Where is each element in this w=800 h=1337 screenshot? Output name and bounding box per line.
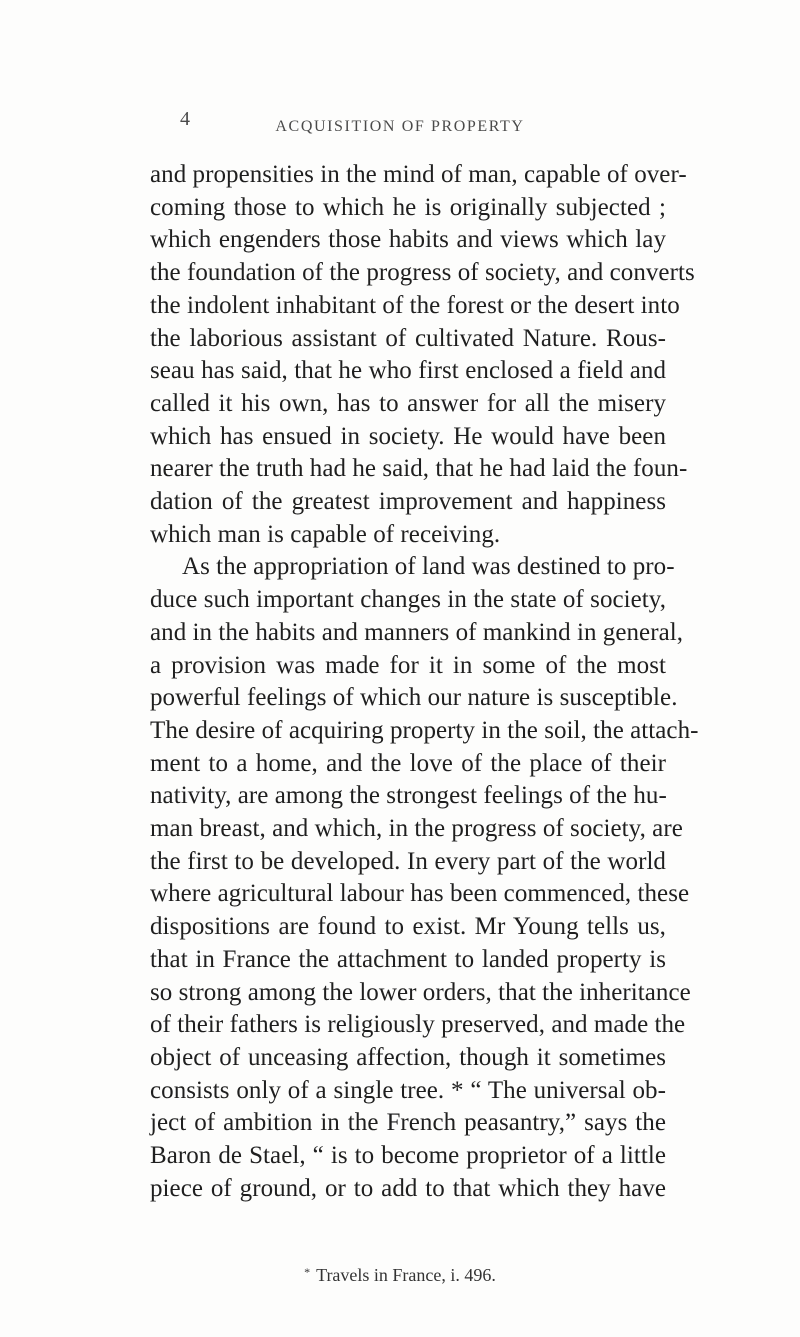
page-header — [0, 108, 800, 138]
paragraph-end-line: which man is capable of receiving. — [150, 520, 501, 548]
text-line: the indolent inhabitant of the forest or the desert into — [150, 291, 680, 319]
text-line: ment to a home, and the love of the place of their — [150, 749, 666, 777]
text-line: powerful feelings of which our nature is susceptible. — [150, 684, 678, 712]
text-line: consists only of a single tree. * “ The universal ob- — [150, 1076, 666, 1104]
paragraph-start-line: As the appropriation of land was destined to pro- — [182, 553, 675, 581]
text-line: ject of ambition in the French peasantry,” says the — [150, 1109, 666, 1137]
text-line: dation of the greatest improvement and happiness — [150, 488, 666, 516]
text-line: piece of ground, or to add to that which they have — [150, 1174, 666, 1202]
text-line: the laborious assistant of cultivated Nature. Rous- — [150, 324, 666, 352]
text-line: so strong among the lower orders, that the inheritance — [150, 978, 691, 1006]
footnote-text: Travels in France, i. 496. — [316, 1265, 496, 1285]
text-line: nativity, are among the strongest feelings of the hu- — [150, 782, 667, 810]
running-head: ACQUISITION OF PROPERTY — [275, 118, 525, 135]
text-line: Baron de Stael, “ is to become proprietor of a little — [150, 1142, 666, 1170]
page-number: 4 — [180, 108, 190, 130]
footnote — [0, 1265, 800, 1286]
text-line: of their fathers is religiously preserved, and made the — [150, 1011, 686, 1039]
text-line: a provision was made for it in some of the most — [150, 651, 666, 679]
text-line: coming those to which he is originally subjected ; — [150, 193, 666, 221]
text-line: where agricultural labour has been commenced, these — [150, 880, 690, 908]
footnote-marker: * — [304, 1265, 311, 1279]
text-line: object of unceasing affection, though it sometimes — [150, 1043, 666, 1071]
text-line: The desire of acquiring property in the soil, the attach- — [150, 716, 699, 744]
text-line: and propensities in the mind of man, capable of over- — [150, 161, 687, 188]
text-line: man breast, and which, in the progress of society, are — [150, 815, 683, 843]
text-line: which engenders those habits and views which lay — [150, 226, 666, 254]
text-line: which has ensued in society. He would have been — [150, 422, 666, 450]
text-line: called it his own, has to answer for all the misery — [150, 389, 666, 417]
text-line: the foundation of the progress of society, and converts — [150, 259, 695, 287]
text-line: nearer the truth had he said, that he had laid the foun- — [150, 455, 688, 483]
text-line: dispositions are found to exist. Mr Young tells us, — [150, 913, 666, 941]
text-line: duce such important changes in the state of society, — [150, 586, 666, 614]
text-line: and in the habits and manners of mankind in general, — [150, 618, 684, 646]
body-text — [150, 159, 699, 1206]
text-line: seau has said, that he who first enclosed a field and — [150, 357, 666, 385]
text-line: that in France the attachment to landed property is — [150, 945, 666, 973]
text-line: the first to be developed. In every part of the world — [150, 847, 666, 875]
